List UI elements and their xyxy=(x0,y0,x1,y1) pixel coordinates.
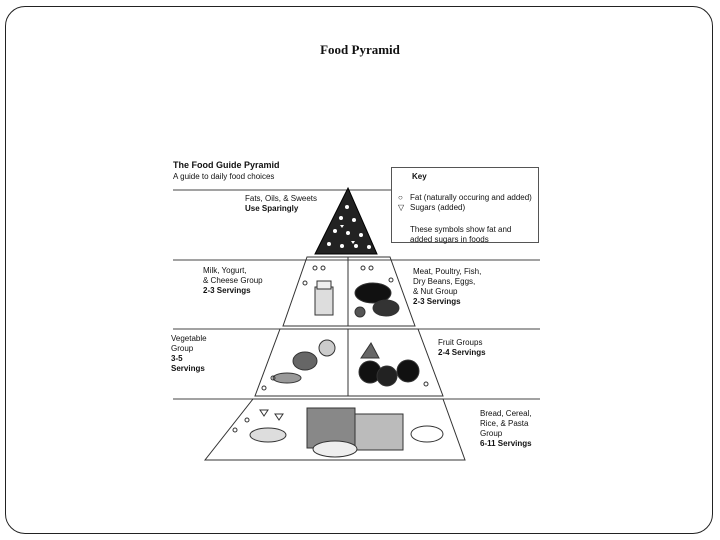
bread-group-label-2: Rice, & Pasta xyxy=(480,419,529,428)
meat-servings: 2-3 Servings xyxy=(413,297,461,306)
key-note-line1: These symbols show fat and xyxy=(410,225,512,234)
sugar-triangle-icon: ▽ xyxy=(398,203,405,212)
food-pyramid-figure xyxy=(165,158,550,470)
vegetable-group-label-3: 3-5 xyxy=(171,354,183,363)
bread-servings: 6-11 Servings xyxy=(480,439,532,448)
milk-group-label-1: Milk, Yogurt, xyxy=(203,266,247,275)
meat-group-label-2: Dry Beans, Eggs, xyxy=(413,277,476,286)
vegetable-group-label-2: Group xyxy=(171,344,194,353)
fat-circle-icon: ○ xyxy=(398,193,403,202)
key-title: Key xyxy=(412,172,427,181)
vegetable-fruit-tier xyxy=(255,329,443,396)
figure-subtitle: A guide to daily food choices xyxy=(173,172,275,181)
meat-group-label-3: & Nut Group xyxy=(413,287,458,296)
fruit-group-label: Fruit Groups xyxy=(438,338,483,347)
key-note-line2: added sugars in foods xyxy=(410,235,489,244)
fats-servings: Use Sparingly xyxy=(245,204,299,213)
milk-group-label-2: & Cheese Group xyxy=(203,276,263,285)
bread-group-label-3: Group xyxy=(480,429,503,438)
key-fat-label: Fat (naturally occuring and added) xyxy=(410,193,532,202)
fruit-servings: 2-4 Servings xyxy=(438,348,486,357)
bread-tier xyxy=(205,399,465,460)
meat-group-label-1: Meat, Poultry, Fish, xyxy=(413,267,482,276)
slide-title: Food Pyramid xyxy=(320,42,400,57)
vegetable-servings: Servings xyxy=(171,364,205,373)
fats-apex-tier xyxy=(315,188,377,254)
fats-group-label: Fats, Oils, & Sweets xyxy=(245,194,318,203)
vegetable-group-label-1: Vegetable xyxy=(171,334,207,343)
milk-meat-tier xyxy=(283,257,415,326)
bread-group-label-1: Bread, Cereal, xyxy=(480,409,532,418)
key-sugar-label: Sugars (added) xyxy=(410,203,466,212)
milk-servings: 2-3 Servings xyxy=(203,286,251,295)
figure-title: The Food Guide Pyramid xyxy=(173,160,280,170)
